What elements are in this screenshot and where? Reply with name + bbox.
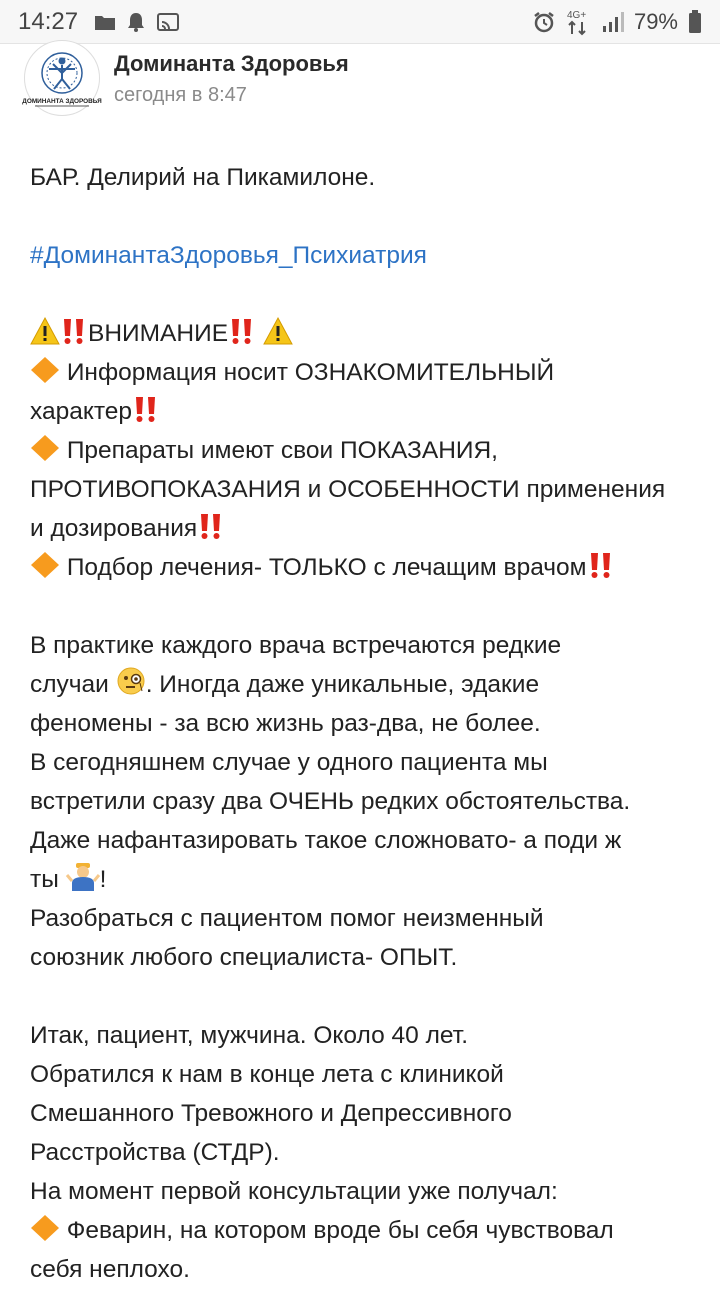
bullet-line xyxy=(30,1211,690,1250)
orange-diamond-icon xyxy=(30,356,60,384)
post-header xyxy=(0,44,720,114)
author-name[interactable]: Доминанта Здоровья xyxy=(114,51,349,76)
text-line: союзник любого специалиста- ОПЫТ. xyxy=(30,944,458,971)
text-line xyxy=(30,665,690,704)
bullet-line xyxy=(30,548,690,587)
orange-diamond-icon xyxy=(30,1214,60,1242)
text-line: Обратился к нам в конце лета с клиникой xyxy=(30,1061,504,1088)
network-type-icon xyxy=(566,8,592,36)
bullet-text: Феварин, на котором вроде бы себя чувствовал xyxy=(60,1217,614,1244)
network-type-label: 4G+ xyxy=(566,9,587,21)
blank-line xyxy=(30,977,690,1016)
orange-diamond-icon xyxy=(30,434,60,462)
blank-line xyxy=(30,197,690,236)
status-bar-left xyxy=(18,8,180,36)
cast-icon xyxy=(156,12,180,32)
text-line xyxy=(30,392,690,431)
warning-icon xyxy=(30,317,60,345)
clock: 14:27 xyxy=(18,7,79,35)
blank-line xyxy=(30,587,690,626)
warning-line xyxy=(30,314,690,353)
text-line: феномены - за всю жизнь раз-два, не более. xyxy=(30,710,541,737)
text-line: Итак, пациент, мужчина. Около 40 лет. xyxy=(30,1022,468,1049)
double-exclamation-icon xyxy=(587,551,615,579)
text-line: Разобраться с пациентом помог неизменный xyxy=(30,905,544,932)
text-line: В практике каждого врача встречаются редкие xyxy=(30,632,562,659)
text-line xyxy=(30,860,690,899)
warning-text: ВНИМАНИЕ xyxy=(88,320,229,347)
text-line xyxy=(30,509,690,548)
bullet-line xyxy=(30,431,690,470)
line-text: ! xyxy=(99,866,107,893)
avatar[interactable] xyxy=(24,40,100,116)
folder-icon xyxy=(94,13,116,31)
line-text: случаи xyxy=(30,671,116,698)
post-title: БАР. Делирий на Пикамилоне. xyxy=(30,164,376,191)
blank-line xyxy=(30,275,690,314)
double-exclamation-icon xyxy=(197,512,225,540)
alarm-clock-icon xyxy=(532,10,556,34)
person-shrugging-icon xyxy=(66,861,100,891)
bullet-text: Информация носит ОЗНАКОМИТЕЛЬНЫЙ xyxy=(66,359,555,386)
text-line: В сегодняшнем случае у одного пациента мы xyxy=(30,749,548,776)
line-text: и дозирования xyxy=(30,515,198,542)
line-text: . Иногда даже уникальные, эдакие xyxy=(145,671,540,698)
text-line: На момент первой консультации уже получал: xyxy=(30,1178,558,1205)
avatar-text: ДОМИНАНТА ЗДОРОВЬЯ xyxy=(22,98,102,105)
double-exclamation-icon xyxy=(132,395,160,423)
text-line: Расстройства (СТДР). xyxy=(30,1139,280,1166)
text-line: ПРОТИВОПОКАЗАНИЯ и ОСОБЕННОСТИ применения xyxy=(30,476,666,503)
orange-diamond-icon xyxy=(30,551,60,579)
text-line: себя неплохо. xyxy=(30,1256,190,1283)
hashtag-line xyxy=(30,236,690,275)
logo-icon xyxy=(22,43,102,113)
bullet-line xyxy=(30,353,690,392)
face-with-monocle-icon xyxy=(116,666,146,696)
status-bar-right xyxy=(532,8,702,36)
line-text: ты xyxy=(30,866,66,893)
signal-icon xyxy=(602,11,624,33)
battery-percent: 79% xyxy=(633,8,678,34)
battery-icon xyxy=(688,10,702,34)
double-exclamation-icon xyxy=(228,317,256,345)
post-body xyxy=(0,158,720,1289)
text-line: Смешанного Тревожного и Депрессивного xyxy=(30,1100,512,1127)
post-timestamp[interactable]: сегодня в 8:47 xyxy=(114,84,247,106)
text-line: встретили сразу два ОЧЕНЬ редких обстоятельства. xyxy=(30,788,631,815)
bullet-text: Препараты имеют свои ПОКАЗАНИЯ, xyxy=(66,437,498,464)
bullet-text: Подбор лечения- ТОЛЬКО с лечащим врачом xyxy=(66,554,587,581)
post-header-text xyxy=(114,48,349,110)
bell-icon xyxy=(126,11,146,33)
warning-icon xyxy=(263,317,293,345)
text-line: Даже нафантазировать такое сложновато- а поди ж xyxy=(30,827,622,854)
hashtag-link[interactable]: #ДоминантаЗдоровья_Психиатрия xyxy=(30,242,427,269)
double-exclamation-icon xyxy=(60,317,88,345)
line-text: характер xyxy=(30,398,133,425)
status-bar xyxy=(0,0,720,44)
